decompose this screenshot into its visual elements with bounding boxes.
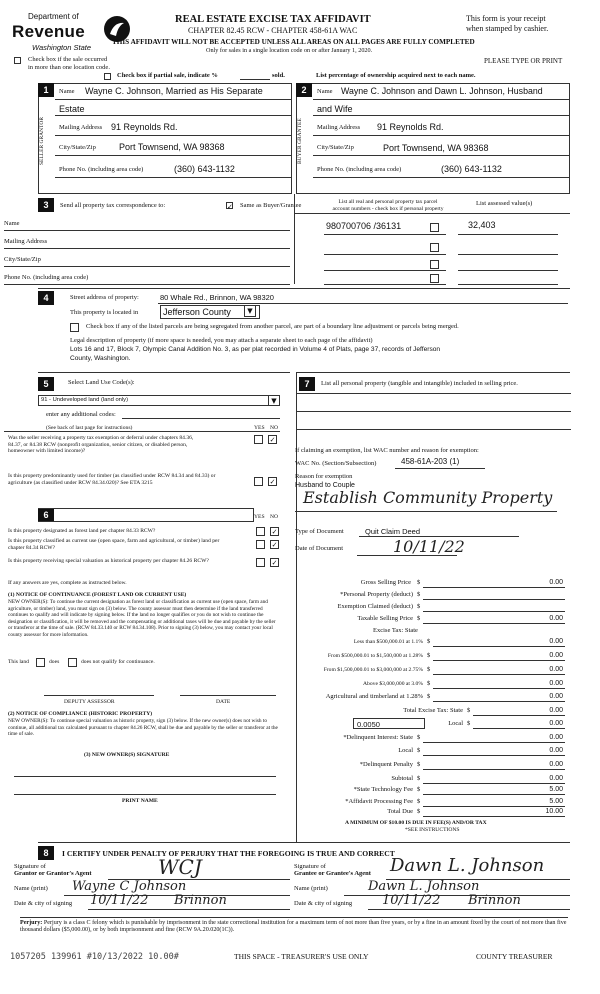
continuance-text: NEW OWNER(S): To continue the current designation as forest land or classification as current use (open space, farm and agriculture, or timber) land, you must sign on (3) below. The county assessor must then determine if the land transferred continues to qualify and will indicate by signing below. If the land no longer qualifies or you do not wish to continue the designation or classification, it will be removed and the compensating or additional taxes will be due and payable by the seller or transferor at the time of sale. (RCW 84.33.140 or RCW 84.34.108). Prior to signing (3) below, you may contact your local county assessor for more information.	[8, 599, 276, 638]
buyer-phone-label: Phone No. (including area code)	[317, 166, 402, 173]
rate2-value[interactable]: 0.00	[549, 652, 563, 659]
total-state-label: Total Excise Tax: State	[403, 707, 463, 714]
section-2-buyer	[296, 83, 570, 194]
s5-q2-no[interactable]: ✓	[269, 478, 276, 486]
taxable-label: Taxable Selling Price	[357, 615, 413, 622]
same-as-buyer-checkbox[interactable]: ✓	[227, 203, 233, 211]
county-dropdown-button[interactable]	[244, 305, 256, 317]
parcel-header-1: List all real and personal property tax parcel	[338, 199, 438, 205]
grantee-date[interactable]: 10/11/22	[382, 893, 441, 908]
buyer-name-label: Name	[317, 88, 333, 95]
section-7	[296, 372, 570, 842]
seller-city[interactable]: Port Townsend, WA 98368	[119, 142, 225, 152]
section-8-badge: 8	[38, 846, 54, 860]
local-dollar: $	[467, 720, 471, 727]
corr-mailing-label: Mailing Address	[4, 238, 48, 245]
section-6-badge: 6	[38, 508, 54, 522]
delinquent-pen-value[interactable]: 0.00	[549, 761, 563, 768]
wac-value[interactable]: 458-61A-203 (1)	[401, 457, 460, 466]
certify-statement: I CERTIFY UNDER PENALTY OF PERJURY THAT THE FOREGOING IS TRUE AND CORRECT	[62, 849, 395, 858]
tech-fee-label: *State Technology Fee	[353, 786, 413, 793]
wac-label: WAC No. (Section/Subsection)	[295, 460, 377, 467]
agri-label: Agricultural and timberland at 1.28%	[325, 693, 423, 700]
does-not-label: does not qualify for continuance.	[81, 659, 155, 665]
s5-q1-no[interactable]: ✓	[269, 436, 276, 444]
form-subtitle: CHAPTER 82.45 RCW - CHAPTER 458-61A WAC	[188, 26, 358, 35]
chevron-down-icon: ▼	[247, 307, 253, 315]
s5-q1-yes[interactable]	[254, 435, 263, 444]
section-3-badge: 3	[38, 198, 54, 212]
receipt-note-1: This form is your receipt	[466, 14, 546, 23]
partial-sale-label: Check box if partial sale, indicate %	[117, 72, 218, 79]
deputy-assessor-label: DEPUTY ASSESSOR	[64, 699, 115, 705]
affidavit-fee-dollar: $	[417, 798, 421, 805]
grantee-name[interactable]: Dawn L. Johnson	[368, 879, 480, 894]
gross-label: Gross Selling Price	[360, 579, 411, 586]
does-not-checkbox[interactable]	[68, 658, 77, 667]
compliance-title: (2) NOTICE OF COMPLIANCE (HISTORIC PROPERTY)	[8, 711, 153, 717]
does-checkbox[interactable]	[36, 658, 45, 667]
seller-side-1: SELLER	[39, 144, 45, 166]
s5-q2-yes[interactable]	[254, 477, 263, 486]
dept-line-1: Department of	[28, 12, 79, 21]
county-treasurer-label: COUNTY TREASURER	[476, 952, 553, 961]
seller-name-label: Name	[59, 88, 75, 95]
print-name-line[interactable]	[14, 794, 276, 795]
rate3-label: From $1,500,000.01 to $3,000,000 at 2.75%	[323, 667, 423, 673]
perjury-text: Perjury is a class C felony which is punishable by imprisonment in the state correctional institution for a maximum term of not more than five years, or by a fine in an amount fixed by the court of not more than five thousand dollars ($5,000.00), or by both imprisonment and fine (RCW 9A.20.020(1C)).	[20, 920, 567, 934]
multi-location-checkbox[interactable]	[14, 57, 21, 64]
perjury-notice	[20, 917, 568, 935]
grantee-signature[interactable]: Dawn L. Johnson	[390, 855, 545, 876]
s6-if-yes: If any answers are yes, complete as instructed below.	[8, 580, 127, 586]
exemption-dollar: $	[417, 603, 421, 610]
personal-property-checkbox-3[interactable]	[430, 260, 439, 269]
land-use-value: 91 - Undeveloped land (land only)	[41, 397, 129, 403]
grantor-name-label: Name (print)	[14, 885, 48, 892]
s5-question-2: Is this property predominantly used for timber (as classified under RCW 84.34 and 84.33) or agriculture (as classified under RCW 84.34.020)? See ETA 3215	[8, 473, 216, 486]
treasurer-use-label: THIS SPACE - TREASURER'S USE ONLY	[234, 952, 369, 961]
total-due-label: Total Due	[387, 808, 413, 815]
reason-label: Reason for exemption	[295, 473, 353, 480]
continuance-title: (1) NOTICE OF CONTINUANCE (FOREST LAND OR CURRENT USE)	[8, 592, 187, 598]
grantee-sig-label-1: Signature of	[294, 863, 326, 870]
grantor-date[interactable]: 10/11/22	[90, 893, 149, 908]
buyer-side-label	[297, 116, 313, 166]
personal-property-checkbox-4[interactable]	[430, 274, 439, 283]
personal-deduct-label: *Personal Property (deduct)	[340, 591, 413, 598]
grantee-name-label: Name (print)	[294, 885, 328, 892]
seller-name-1[interactable]: Wayne C. Johnson, Married as His Separate	[85, 86, 263, 96]
doc-type-value[interactable]: Quit Claim Deed	[365, 527, 421, 536]
additional-codes-label: enter any additional codes:	[46, 411, 116, 418]
print-name-label: PRINT NAME	[122, 798, 158, 804]
land-use-label: Select Land Use Code(s):	[68, 379, 135, 386]
grantee-sig-label-2: Grantee or Grantee's Agent	[294, 870, 371, 877]
send-correspondence-label: Send all property tax correspondence to:	[60, 202, 166, 209]
s5-question-1: Was the seller receiving a property tax exemption or deferral under chapters 84.36, 84.37, or 84.38 RCW (nonprofit organization, senior citizen, or disabled person, homeowner with limited income)?	[8, 435, 194, 455]
section-6	[4, 508, 290, 834]
s5-no: NO	[270, 425, 279, 431]
delinquent-int-label: *Delinquent Interest: State	[343, 734, 413, 741]
buyer-side-1: BUYER	[297, 145, 303, 164]
taxable-dollar: $	[417, 615, 421, 622]
exemption-claim-label: If claiming an exemption, list WAC number and reason for exemption:	[295, 447, 479, 454]
local-value[interactable]: 0.00	[549, 720, 563, 727]
corr-city-label: City/State/Zip	[4, 256, 41, 263]
assessed-header: List assessed value(s)	[476, 200, 533, 207]
date-label: DATE	[216, 699, 231, 705]
parcel-header	[320, 199, 456, 212]
tech-fee-value[interactable]: 5.00	[549, 786, 563, 793]
s6-q1-yes[interactable]	[256, 527, 265, 536]
sales-note: Only for sales in a single location code on or after January 1, 2020.	[206, 47, 373, 54]
partial-sale-sold: sold.	[272, 72, 285, 79]
s6-q2-yes[interactable]	[256, 540, 265, 549]
delinquent-pen-dollar: $	[417, 761, 421, 768]
delinquent-pen-label: *Delinquent Penalty	[359, 761, 413, 768]
total-due-value[interactable]: 10.00	[545, 808, 563, 815]
grantee-city[interactable]: Brinnon	[468, 893, 521, 908]
buyer-city-label: City/State/Zip	[317, 144, 354, 151]
does-label: does	[49, 659, 60, 665]
buyer-mailing[interactable]: 91 Reynolds Rd.	[377, 122, 444, 132]
personal-property-label: List all personal property (tangible and intangible) included in selling price.	[321, 380, 518, 387]
land-use-dropdown-button[interactable]	[268, 395, 280, 406]
ownership-note: List percentage of ownership acquired next to each name.	[316, 72, 476, 79]
multi-location-label-1: Check box if the sale occurred	[28, 56, 108, 63]
subtotal-label: Subtotal	[391, 775, 413, 782]
buyer-name-2[interactable]: and Wife	[317, 104, 353, 114]
doc-type-label: Type of Document	[295, 528, 344, 535]
seller-city-label: City/State/Zip	[59, 144, 96, 151]
cashier-stamp: 1057205 139961 #10/13/2022 10.00#	[10, 952, 179, 962]
legal-line-1[interactable]: Lots 16 and 17, Block 7, Olympic Canal Addition No. 3, as per plat recorded in Volume 4 of Plats, page 37, records of Jefferson	[70, 346, 441, 353]
buyer-name-1[interactable]: Wayne C. Johnson and Dawn L. Johnson, Husband	[341, 86, 543, 96]
grantor-signature[interactable]: WCJ	[158, 855, 202, 879]
segregation-label: Check box if any of the listed parcels are being segregated from another parcel, are part of a boundary line adjustment or parcels being merged.	[86, 323, 459, 330]
s6-question-3: Is this property receiving special valuation as historical property per chapter 84.26 RCW?	[8, 558, 209, 564]
section-3	[4, 196, 570, 284]
seller-phone[interactable]: (360) 643-1132	[174, 164, 235, 174]
partial-sale-checkbox[interactable]	[104, 73, 111, 80]
subtotal-dollar: $	[417, 775, 421, 782]
corr-phone-label: Phone No. (including area code)	[4, 274, 89, 281]
total-due-dollar: $	[417, 808, 421, 815]
s5-yes: YES	[254, 425, 265, 431]
buyer-mailing-label: Mailing Address	[317, 124, 361, 131]
perjury-label: Perjury:	[20, 920, 43, 926]
taxable-value[interactable]: 0.00	[549, 615, 563, 622]
s6-q1-no[interactable]: ✓	[271, 528, 278, 536]
agri-dollar: $	[427, 693, 431, 700]
subtotal-value[interactable]: 0.00	[549, 775, 563, 782]
this-land-label: This land	[8, 659, 29, 665]
local2-value[interactable]: 0.00	[549, 747, 563, 754]
print-note: PLEASE TYPE OR PRINT	[484, 57, 563, 65]
local-rate-box[interactable]	[353, 718, 425, 729]
dor-logo	[10, 10, 140, 60]
land-use-select[interactable]	[38, 395, 280, 406]
section-8	[14, 842, 570, 942]
grantor-sig-label-2: Grantor or Grantor's Agent	[14, 870, 92, 877]
section-4-badge: 4	[38, 291, 54, 305]
delinquent-int-value[interactable]: 0.00	[549, 734, 563, 741]
section-2-badge: 2	[296, 83, 312, 97]
local-rate: 0.0050	[357, 720, 380, 729]
s6-q3-no[interactable]: ✓	[271, 559, 278, 567]
buyer-phone[interactable]: (360) 643-1132	[441, 164, 502, 174]
minimum-note: A MINIMUM OF $10.00 IS DUE IN FEE(S) AND/OR TAX	[345, 820, 487, 826]
grantee-date-label: Date & city of signing	[294, 900, 353, 907]
s6-question-1: Is this property designated as forest land per chapter 84.33 RCW?	[8, 528, 156, 534]
grantor-date-label: Date & city of signing	[14, 900, 73, 907]
section-5	[8, 372, 290, 502]
completion-warning: THIS AFFIDAVIT WILL NOT BE ACCEPTED UNLESS ALL AREAS ON ALL PAGES ARE FULLY COMPLETED	[112, 38, 475, 46]
buyer-city[interactable]: Port Townsend, WA 98368	[383, 143, 489, 153]
rate1-value[interactable]: 0.00	[549, 638, 563, 645]
rate3-dollar: $	[427, 666, 431, 673]
dept-line-2: Revenue	[12, 22, 85, 41]
gross-dollar: $	[417, 579, 421, 586]
chevron-down-icon: ▼	[271, 397, 277, 405]
rate4-dollar: $	[427, 680, 431, 687]
rate4-label: Above $3,000,000 at 3.0%	[363, 681, 423, 687]
affidavit-fee-value[interactable]: 5.00	[549, 798, 563, 805]
see-instructions: *SEE INSTRUCTIONS	[405, 827, 460, 833]
corr-name-label: Name	[4, 220, 20, 227]
seller-mailing-label: Mailing Address	[59, 124, 103, 131]
legal-label: Legal description of property (if more space is needed, you may attach a separate sheet to each page of the affidavit)	[70, 337, 373, 344]
street-label: Street address of property:	[70, 294, 139, 301]
reason-typed[interactable]: Husband to Couple	[295, 482, 355, 489]
rate2-dollar: $	[427, 652, 431, 659]
parcel-1[interactable]: 980700706 /36131	[326, 221, 402, 231]
same-as-buyer-label: Same as Buyer/Grantee	[240, 202, 302, 209]
legal-line-2[interactable]: County, Washington.	[70, 355, 131, 362]
s6-yes: YES	[254, 514, 265, 520]
personal-dollar: $	[417, 591, 421, 598]
local2-dollar: $	[417, 747, 421, 754]
seller-name-2[interactable]: Estate	[59, 104, 85, 114]
total-state-dollar: $	[467, 707, 471, 714]
exemption-deduct-label: Exemption Claimed (deduct)	[337, 603, 413, 610]
section-7-badge: 7	[299, 377, 315, 391]
section-1-seller	[38, 83, 292, 194]
agri-value[interactable]: 0.00	[549, 693, 563, 700]
excise-state-label: Excise Tax: State	[373, 627, 418, 634]
s6-question-2: Is this property classified as current use (open space, farm and agricultural, or timber) land per chapter 84.34 RCW?	[8, 538, 220, 551]
gross-value[interactable]: 0.00	[549, 579, 563, 586]
doc-date-label: Date of Document	[295, 545, 344, 552]
rate1-dollar: $	[427, 638, 431, 645]
local-label: Local	[448, 720, 463, 727]
assessed-1[interactable]: 32,403	[468, 220, 496, 230]
personal-property-checkbox-1[interactable]	[430, 223, 439, 232]
delinquent-int-dollar: $	[417, 734, 421, 741]
rate1-label: Less than $500,000.01 at 1.1%	[353, 639, 423, 645]
new-owner-signature-line[interactable]	[14, 776, 276, 777]
grantor-city[interactable]: Brinnon	[174, 893, 227, 908]
seller-phone-label: Phone No. (including area code)	[59, 166, 144, 173]
personal-property-checkbox-2[interactable]	[430, 243, 439, 252]
rate2-label: From $500,000.01 to $1,500,000 at 1.28%	[327, 653, 423, 659]
partial-sale-percent-field[interactable]	[240, 79, 270, 80]
s6-q3-yes[interactable]	[256, 558, 265, 567]
new-owner-signature-label: (3) NEW OWNER(S) SIGNATURE	[84, 752, 170, 758]
section-1-badge: 1	[38, 83, 54, 97]
rate4-value[interactable]: 0.00	[549, 680, 563, 687]
dept-line-3: Washington State	[32, 43, 92, 52]
seller-side-2: GRANTOR	[39, 116, 45, 144]
compliance-text: NEW OWNER(S): To continue special valuation as historic property, sign (3) below. If the new owner(s) does not wish to continue, all additional tax calculated pursuant to chapter 84.26 RCW, shall be due and payable by the seller or transferor at the time of sale.	[8, 718, 278, 737]
street-value[interactable]: 80 Whale Rd., Brinnon, WA 98320	[160, 293, 274, 302]
grantor-sig-label-1: Signature of	[14, 863, 46, 870]
tax-table	[297, 579, 571, 833]
see-back-note: (See back of last page for instructions)	[46, 425, 133, 431]
affidavit-fee-label: *Affidavit Processing Fee	[345, 798, 413, 805]
receipt-note-2: when stamped by cashier.	[466, 24, 549, 33]
section-4	[38, 288, 570, 368]
county-value: Jefferson County	[163, 307, 231, 317]
total-state-value[interactable]: 0.00	[549, 707, 563, 714]
grantor-name[interactable]: Wayne C Johnson	[72, 879, 187, 894]
buyer-side-2: GRANTEE	[297, 118, 303, 144]
segregation-checkbox[interactable]	[70, 323, 79, 332]
seller-side-label	[39, 116, 55, 166]
rate3-value[interactable]: 0.00	[549, 666, 563, 673]
seller-mailing[interactable]: 91 Reynolds Rd.	[111, 122, 178, 132]
section-5-badge: 5	[38, 377, 54, 391]
located-label: This property is located in	[70, 309, 139, 316]
parcel-header-2: account numbers - check box if personal property	[332, 205, 444, 212]
doc-date-value[interactable]: 10/11/22	[393, 537, 465, 556]
s6-q2-no[interactable]: ✓	[271, 541, 278, 549]
s6-no: NO	[270, 514, 279, 520]
form-title: REAL ESTATE EXCISE TAX AFFIDAVIT	[175, 14, 371, 25]
local2-label: Local	[398, 747, 413, 754]
multi-location-label-2: in more than one location code.	[28, 64, 110, 71]
reason-handwritten[interactable]: Establish Community Property	[303, 488, 553, 507]
tech-fee-dollar: $	[417, 786, 421, 793]
